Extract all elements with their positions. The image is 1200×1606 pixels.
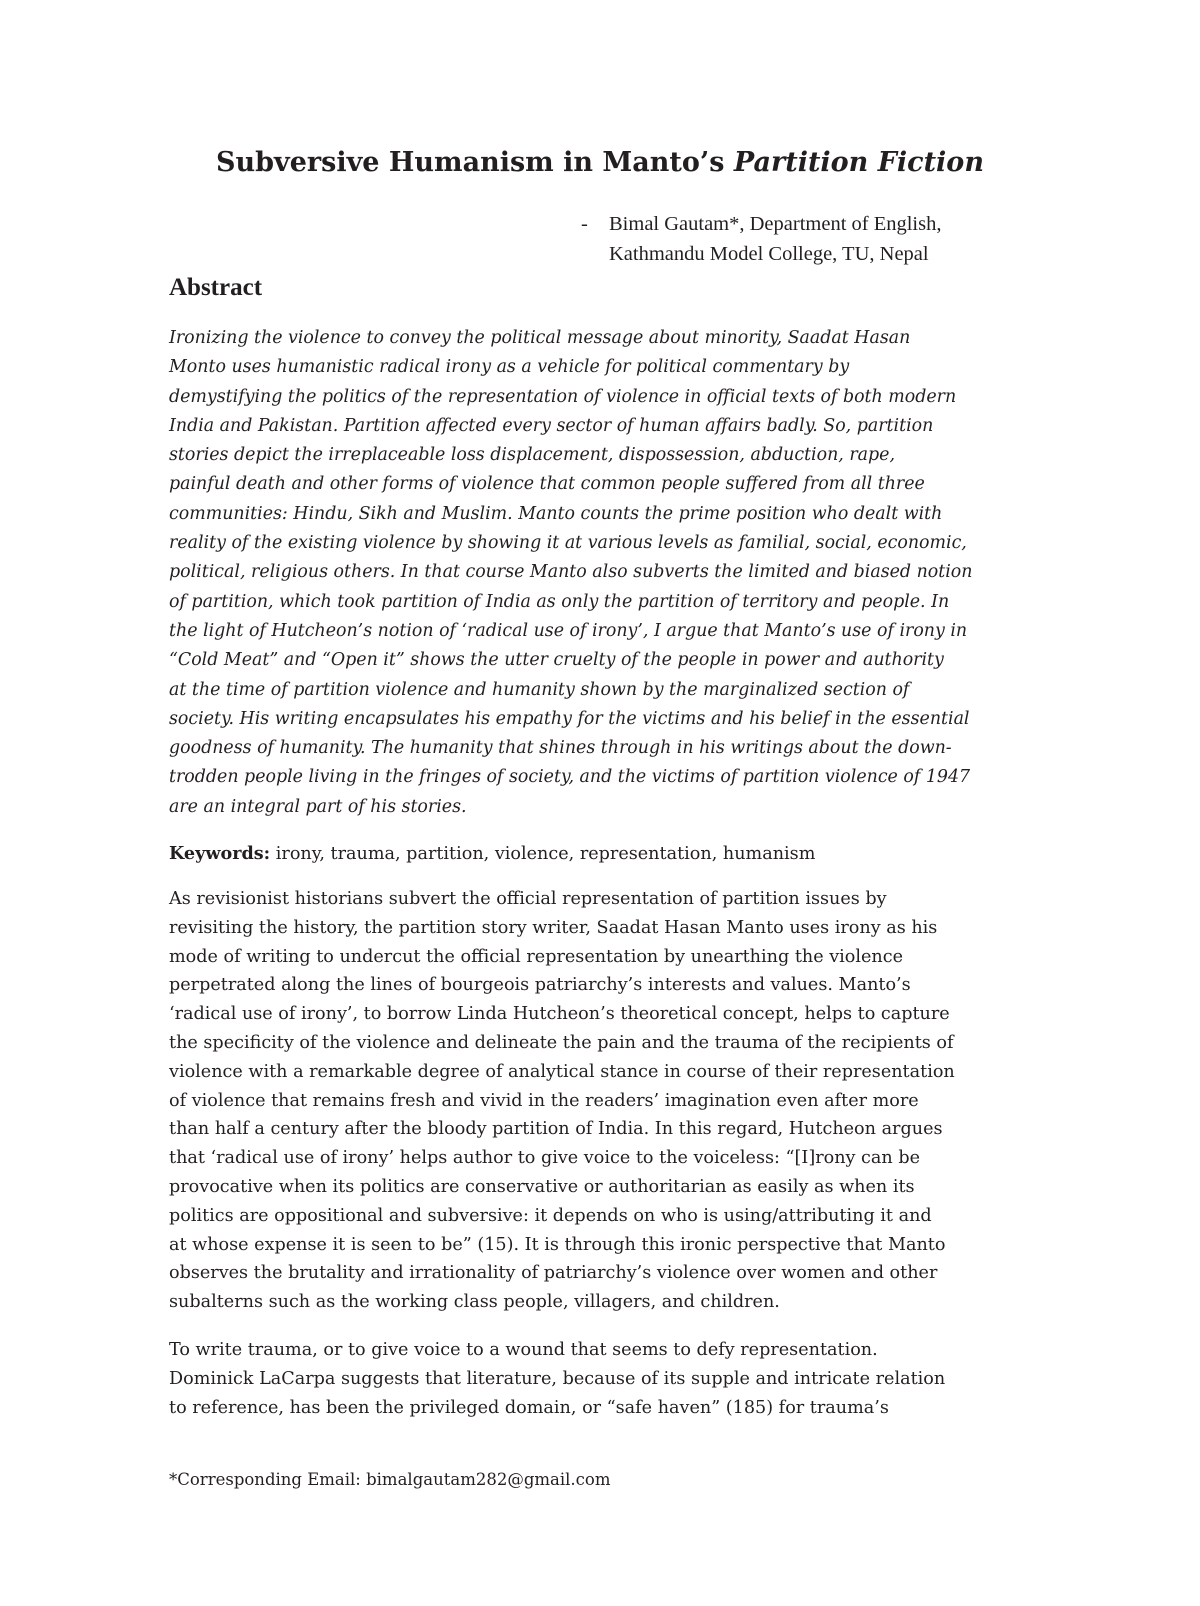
body-line: violence with a remarkable degree of analytical stance in course of their representation: [169, 1061, 955, 1082]
abstract-line: goodness of humanity. The humanity that shines through in his writings about the down-: [169, 738, 952, 759]
body-line: subalterns such as the working class people, villagers, and children.: [169, 1292, 780, 1313]
author-block: [581, 209, 1051, 269]
abstract-line: Monto uses humanistic radical irony as a vehicle for political commentary by: [169, 357, 850, 378]
abstract-line: communities: Hindu, Sikh and Muslim. Manto counts the prime position who dealt with: [169, 503, 943, 524]
body-line: perpetrated along the lines of bourgeois patriarchy’s interests and values. Manto’s: [169, 975, 911, 996]
abstract-line: stories depict the irreplaceable loss displacement, dispossession, abduction, rape,: [169, 445, 895, 466]
body-line: mode of writing to undercut the official representation by unearthing the violence: [169, 946, 904, 967]
keywords-text: irony, trauma, partition, violence, representation, humanism: [270, 844, 816, 864]
abstract-line: “Cold Meat” and “Open it” shows the utter cruelty of the people in power and authority: [169, 650, 944, 671]
body-line: that ‘radical use of irony’ helps author to give voice to the voiceless: “[I]rony can be: [169, 1148, 920, 1169]
title-main: Subversive Humanism in Manto’s: [216, 147, 734, 178]
abstract-line: reality of the existing violence by showing it at various levels as familial, social, economic,: [169, 533, 967, 554]
author-dash: -: [581, 213, 588, 235]
body-line: To write trauma, or to give voice to a wound that seems to defy representation.: [169, 1339, 878, 1360]
abstract-line: the light of Hutcheon’s notion of ‘radical use of irony’, I argue that Manto’s use of irony in: [169, 620, 968, 641]
body-line: As revisionist historians subvert the official representation of partition issues by: [169, 889, 887, 909]
abstract-heading: Abstract: [169, 274, 263, 301]
keywords: [169, 839, 815, 869]
body-line: provocative when its politics are conservative or authoritarian as easily as when its: [169, 1176, 915, 1197]
body-line: Dominick LaCarpa suggests that literature, because of its supple and intricate relation: [169, 1368, 946, 1389]
keywords-label: Keywords:: [169, 843, 271, 864]
abstract-line: are an integral part of his stories.: [169, 796, 467, 817]
body-line: to reference, has been the privileged domain, or “safe haven” (185) for trauma’s: [169, 1397, 889, 1418]
footnote-email: *Corresponding Email: bimalgautam282@gmail.com: [169, 1470, 611, 1489]
abstract-text: [169, 324, 1059, 822]
author-line-1: Bimal Gautam*, Department of English,: [609, 213, 942, 235]
abstract-line: trodden people living in the fringes of society, and the victims of partition violence of 1947: [169, 767, 971, 788]
body-line: of violence that remains fresh and vivid in the readers’ imagination even after more: [169, 1090, 919, 1111]
title-italic: Partition Fiction: [733, 147, 984, 178]
body-text: [169, 885, 1069, 1422]
author-line-2: Kathmandu Model College, TU, Nepal: [609, 243, 929, 265]
abstract-line: India and Pakistan. Partition affected every sector of human affairs badly. So, partition: [169, 415, 934, 436]
body-line: politics are oppositional and subversive: it depends on who is using/attributing it and: [169, 1205, 932, 1226]
abstract-line: demystifying the politics of the representation of violence in official texts of both modern: [169, 386, 957, 407]
abstract-line: painful death and other forms of violence that common people suffered from all three: [169, 474, 925, 495]
abstract-line: Ironizing the violence to convey the political message about minority, Saadat Hasan: [169, 328, 911, 348]
body-line: ‘radical use of irony’, to borrow Linda Hutcheon’s theoretical concept, helps to capture: [169, 1004, 950, 1025]
body-line: observes the brutality and irrationality of patriarchy’s violence over women and other: [169, 1263, 938, 1284]
abstract-line: of partition, which took partition of India as only the partition of territory and people. In: [169, 591, 950, 612]
abstract-line: political, religious others. In that course Manto also subverts the limited and biased notion: [169, 562, 973, 583]
abstract-line: at the time of partition violence and humanity shown by the marginalized section of: [169, 679, 910, 700]
abstract-line: society. His writing encapsulates his empathy for the victims and his belief in the essential: [169, 708, 970, 729]
body-line: at whose expense it is seen to be” (15). It is through this ironic perspective that Manto: [169, 1234, 946, 1255]
paragraph-gap: [169, 1317, 1069, 1336]
paper-title: [0, 146, 1200, 180]
body-line: revisiting the history, the partition story writer, Saadat Hasan Manto uses irony as his: [169, 917, 938, 938]
body-line: the specificity of the violence and delineate the pain and the trauma of the recipients of: [169, 1032, 954, 1053]
body-line: than half a century after the bloody partition of India. In this regard, Hutcheon argues: [169, 1119, 943, 1140]
